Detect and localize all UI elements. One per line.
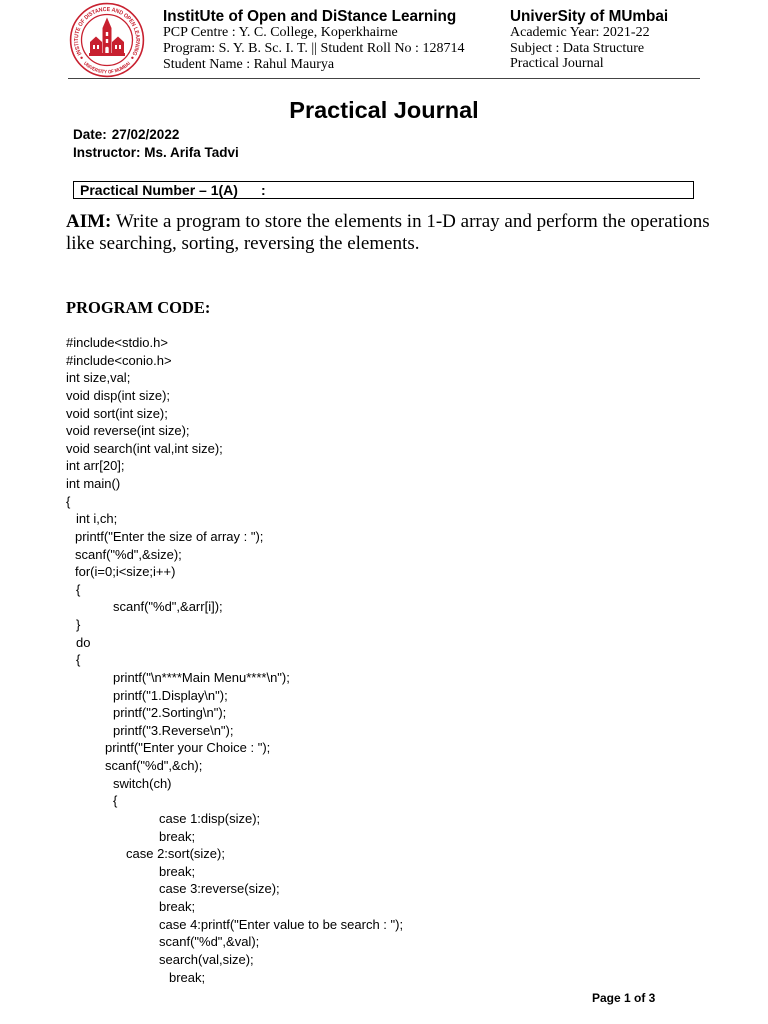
date-value: 27/02/2022	[111, 127, 180, 142]
logo-star-left	[80, 57, 82, 59]
code-line: scanf("%d",&val);	[159, 934, 260, 950]
logo-star-right	[131, 57, 133, 59]
institute-name: InstitUte of Open and DiStance Learning	[163, 8, 457, 25]
instructor: Instructor: Ms. Arifa Tadvi	[73, 145, 239, 160]
academic-year: Academic Year: 2021-22	[510, 25, 650, 40]
code-line: void search(int val,int size);	[66, 440, 223, 456]
code-line: printf("Enter the size of array : ");	[75, 528, 264, 544]
code-line: break;	[159, 863, 196, 879]
page-number: Page 1 of 3	[592, 991, 656, 1005]
code-line: for(i=0;i<size;i++)	[75, 564, 176, 580]
date-line	[73, 127, 179, 143]
practical-number-box	[73, 181, 694, 199]
code-line: search(val,size);	[159, 951, 254, 967]
code-line: int size,val;	[66, 370, 131, 386]
code-line: printf("2.Sorting\n");	[113, 705, 227, 721]
code-line: }	[76, 617, 81, 632]
student-name: Student Name : Rahul Maurya	[163, 57, 335, 72]
code-line: switch(ch)	[113, 775, 172, 791]
subject: Subject : Data Structure	[510, 41, 645, 56]
aim-line-1	[66, 211, 710, 233]
program-code-heading: PROGRAM CODE:	[66, 298, 211, 317]
code-line: void sort(int size);	[66, 405, 168, 421]
aim-line-2: like searching, sorting, reversing the elements.	[66, 233, 420, 254]
code-line: case 3:reverse(size);	[159, 881, 280, 897]
code-line: int main()	[66, 476, 121, 491]
practical-separator: :	[261, 182, 266, 198]
code-line: break;	[159, 828, 196, 844]
code-line: #include<conio.h>	[66, 352, 172, 368]
code-line: void disp(int size);	[66, 387, 171, 403]
idol-logo	[69, 2, 145, 78]
practical-number: Practical Number – 1(A)	[80, 182, 238, 198]
code-line: #include<stdio.h>	[66, 335, 168, 350]
program-code	[66, 334, 403, 986]
page-title: Practical Journal	[289, 97, 479, 123]
code-line: {	[76, 652, 81, 668]
code-line: scanf("%d",&arr[i]);	[113, 599, 223, 615]
code-line: int i,ch;	[76, 511, 118, 527]
code-line: int arr[20];	[66, 458, 125, 474]
aim-text-1: Write a program to store the elements in 1-D array and perform the operations	[115, 211, 710, 232]
code-line: {	[76, 581, 81, 597]
code-line: printf("Enter your Choice : ");	[105, 740, 271, 756]
university-name: UniverSity of MUmbai	[510, 8, 669, 25]
code-line: scanf("%d",&ch);	[105, 758, 203, 773]
aim-label: AIM:	[66, 211, 112, 232]
code-line: case 1:disp(size);	[159, 810, 261, 826]
code-line: break;	[169, 969, 206, 985]
code-line: scanf("%d",&size);	[75, 546, 182, 562]
code-line: printf("\n****Main Menu****\n");	[113, 669, 290, 685]
header-divider	[68, 78, 700, 79]
code-line: case 4:printf("Enter value to be search : ");	[159, 916, 404, 932]
code-line: printf("3.Reverse\n");	[113, 722, 234, 738]
code-line: {	[66, 493, 71, 509]
program-roll-no: Program: S. Y. B. Sc. I. T. || Student Roll No : 128714	[163, 41, 465, 56]
code-line: void reverse(int size);	[66, 423, 190, 439]
date-label: Date:	[73, 127, 107, 142]
pcp-centre: PCP Centre : Y. C. College, Koperkhairne	[163, 25, 398, 40]
logo-top-text-path: INSTITUTE OF DISTANCE AND OPEN LEARNING	[73, 6, 141, 57]
code-line: {	[113, 793, 118, 809]
code-line: do	[76, 634, 91, 650]
logo-bottom-text-path: UNIVERSITY OF MUMBAI	[82, 60, 133, 76]
journal-label: Practical Journal	[510, 56, 604, 71]
code-line: break;	[159, 899, 196, 914]
code-line: printf("1.Display\n");	[113, 687, 228, 703]
code-line: case 2:sort(size);	[126, 846, 225, 862]
